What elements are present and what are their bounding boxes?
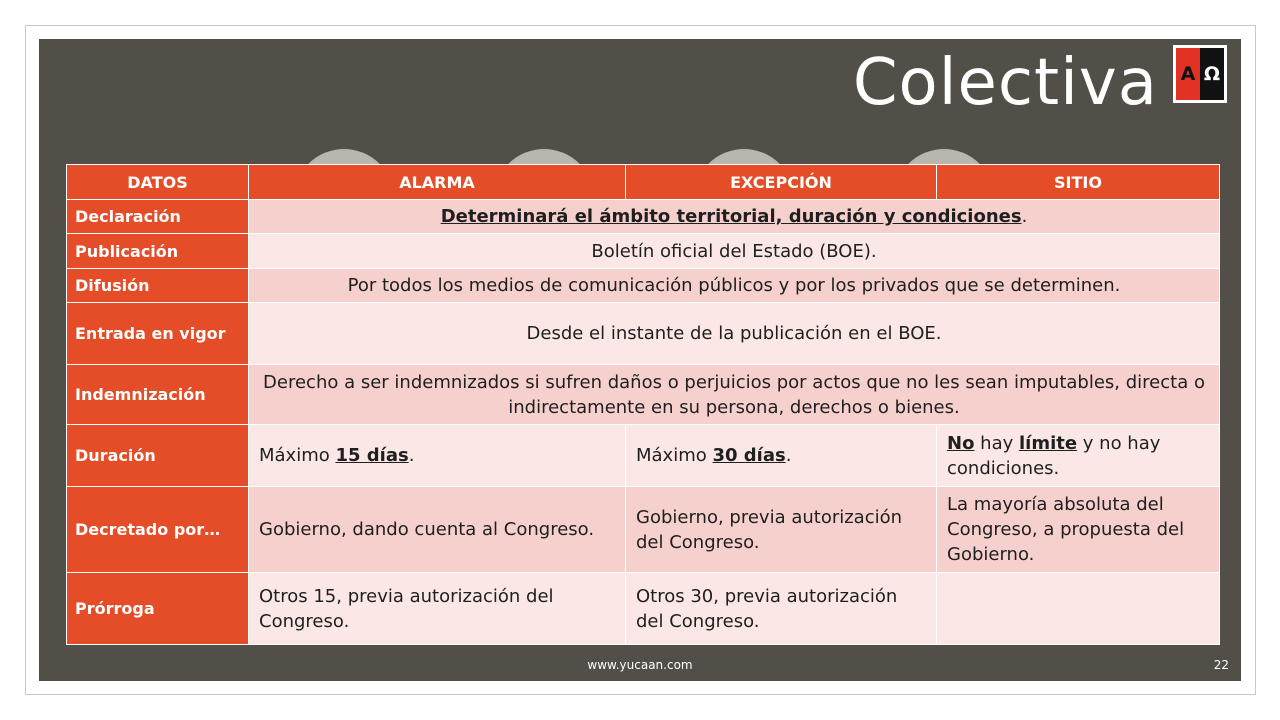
- page-number: 22: [1213, 658, 1229, 672]
- header-sitio: SITIO: [937, 165, 1220, 200]
- duracion-alarma-post: .: [408, 445, 415, 466]
- duracion-excepcion-value: 30 días: [712, 445, 786, 466]
- duracion-sitio-no: No: [947, 433, 975, 454]
- row-label: Entrada en vigor: [67, 303, 249, 365]
- row-label: Indemnización: [67, 365, 249, 425]
- header-alarma: ALARMA: [249, 165, 626, 200]
- comparison-table: [66, 164, 1220, 645]
- duracion-alarma-pre: Máximo: [259, 445, 336, 466]
- table-row-difusion: [67, 269, 1220, 303]
- duracion-sitio-limite: límite: [1018, 433, 1078, 454]
- logo-alpha: A: [1176, 48, 1200, 100]
- table-row-entrada: [67, 303, 1220, 365]
- table-row-duracion: [67, 425, 1220, 487]
- row-label: Declaración: [67, 200, 249, 234]
- header-datos: DATOS: [67, 165, 249, 200]
- logo-omega: Ω: [1200, 48, 1224, 100]
- duracion-sitio-post: y no hay condiciones.: [947, 433, 1161, 479]
- prorroga-sitio-cell: [937, 573, 1220, 645]
- row-label: Decretado por…: [67, 487, 249, 573]
- duracion-alarma-cell: [249, 425, 626, 487]
- table-row-prorroga: [67, 573, 1220, 645]
- row-label: Difusión: [67, 269, 249, 303]
- declaracion-punct: .: [1021, 206, 1028, 227]
- prorroga-alarma-cell: Otros 15, previa autorización del Congreso.: [249, 573, 626, 645]
- decretado-excepcion-cell: Gobierno, previa autorización del Congreso.: [626, 487, 937, 573]
- declaracion-text: Determinará el ámbito territorial, duración y condiciones: [440, 206, 1022, 227]
- duracion-excepcion-cell: [626, 425, 937, 487]
- table-row-publicacion: [67, 234, 1220, 269]
- duracion-excepcion-post: .: [785, 445, 792, 466]
- declaracion-cell: [249, 200, 1220, 234]
- table-header-row: [67, 165, 1220, 200]
- row-label: Duración: [67, 425, 249, 487]
- slide-title: Colectiva: [852, 46, 1158, 120]
- entrada-cell: Desde el instante de la publicación en el BOE.: [249, 303, 1220, 365]
- row-label: Publicación: [67, 234, 249, 269]
- row-label: Prórroga: [67, 573, 249, 645]
- indemnizacion-cell: Derecho a ser indemnizados si sufren daños o perjuicios por actos que no les sean imputables, directa o indirectamente en su persona, derechos o bienes.: [249, 365, 1220, 425]
- prorroga-excepcion-cell: Otros 30, previa autorización del Congreso.: [626, 573, 937, 645]
- decretado-alarma-cell: Gobierno, dando cuenta al Congreso.: [249, 487, 626, 573]
- footer-url: www.yucaan.com: [587, 658, 693, 672]
- duracion-sitio-cell: [937, 425, 1220, 487]
- logo: [1173, 45, 1227, 103]
- duracion-alarma-value: 15 días: [335, 445, 409, 466]
- publicacion-cell: Boletín oficial del Estado (BOE).: [249, 234, 1220, 269]
- table-row-decretado: [67, 487, 1220, 573]
- slide: [39, 39, 1241, 681]
- header-excepcion: EXCEPCIÓN: [626, 165, 937, 200]
- duracion-sitio-mid: hay: [974, 433, 1019, 454]
- decretado-sitio-cell: La mayoría absoluta del Congreso, a propuesta del Gobierno.: [937, 487, 1220, 573]
- table-row-indemnizacion: [67, 365, 1220, 425]
- table-row-declaracion: [67, 200, 1220, 234]
- duracion-excepcion-pre: Máximo: [636, 445, 713, 466]
- difusion-cell: Por todos los medios de comunicación públicos y por los privados que se determinen.: [249, 269, 1220, 303]
